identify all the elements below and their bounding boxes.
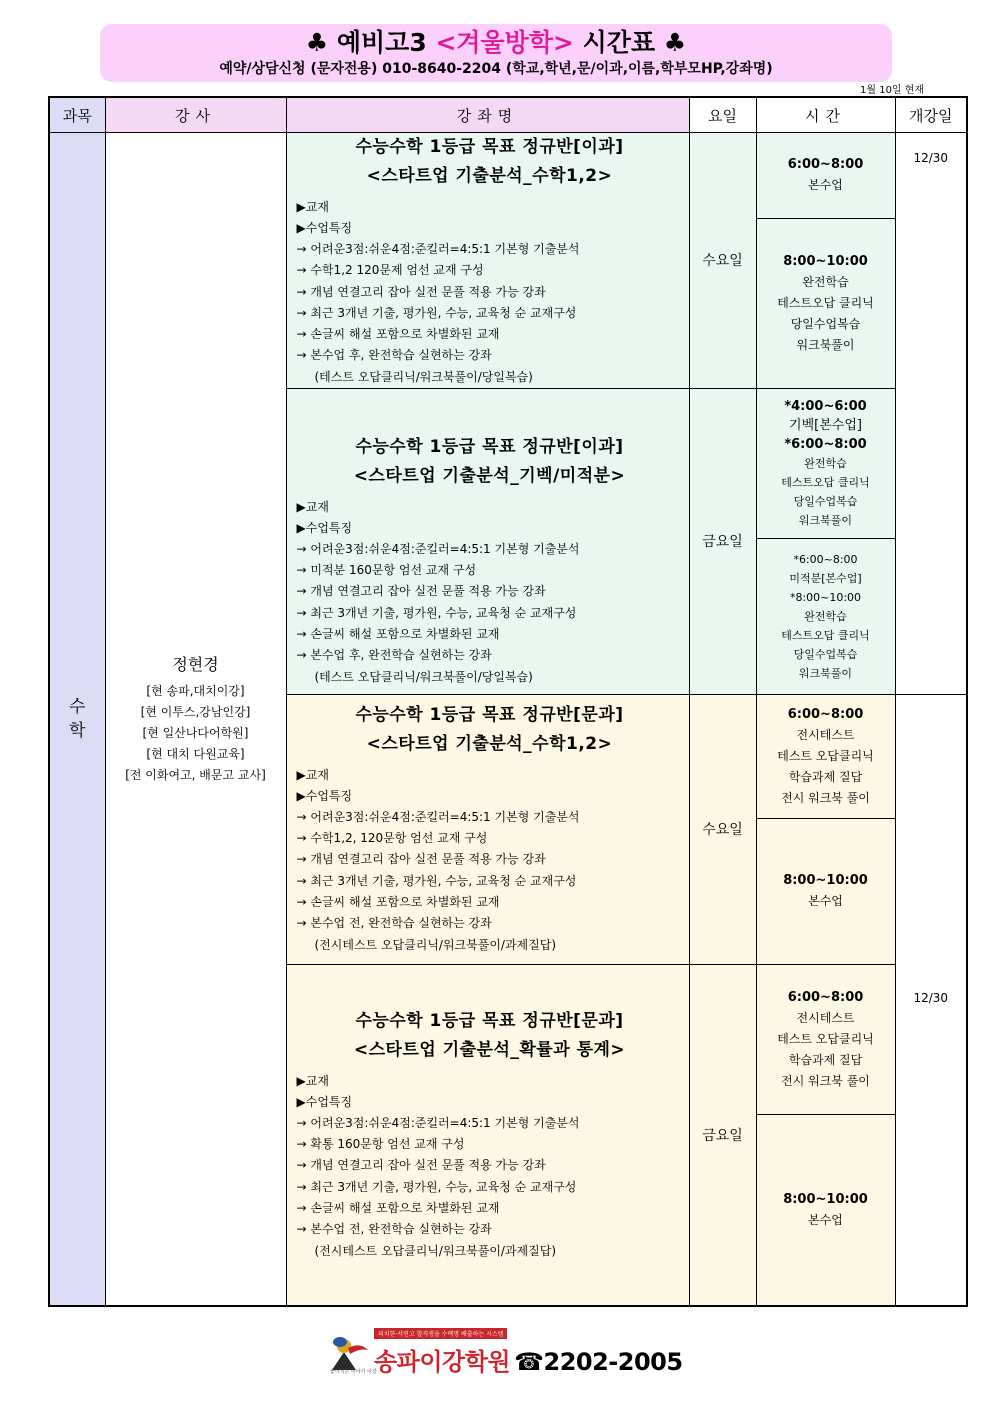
feature-item: → 수학1,2 120문제 엄선 교재 구성 [296,263,484,278]
feature-item: → 본수업 전, 완전학습 실현하는 강좌 [296,916,492,931]
feature-item: → 최근 3개년 기출, 평가원, 수능, 교육청 순 교재구성 [296,605,577,620]
slot-line: 테스트 오답클리닉 [777,748,874,763]
title-prefix: ♣ 예비고3 [305,28,436,57]
footer-tagline: 의치한·서연고 합격생을 수백명 배출하는 시스템 [374,1328,507,1339]
feature-note: (전시테스트 오답클리닉/워크북풀이/과제질답) [314,1243,557,1258]
subject-cell [49,133,105,1307]
slot-line: 학습과제 질답 [788,769,863,784]
contact-line: 예약/상담신청 (문자전용) 010-8640-2204 (학교,학년,문/이과,이름,학부모HP,강좌명) [219,61,773,77]
slot-line: 완전학습 [804,609,847,623]
feature-item: → 손글씨 해설 포함으로 차별화된 교재 [296,894,500,909]
slot-line: 워크북풀이 [798,666,853,680]
time-range: 8:00~10:00 [783,1192,868,1208]
time-slot [756,818,895,964]
col-time: 시간 [756,97,895,133]
slot-line: 전시 워크북 풀이 [781,790,870,805]
feature-item: → 본수업 후, 완전학습 실현하는 강좌 [296,348,492,363]
feature-item: → 최근 3개년 기출, 평가원, 수능, 교육청 순 교재구성 [296,305,577,320]
time-range: 8:00~10:00 [783,873,868,889]
page-title [100,26,892,60]
academy-label: 송파이강학원 [374,1348,511,1376]
career-item: [현 일산나다어학원] [142,726,249,741]
feature-item: → 최근 3개년 기출, 평가원, 수능, 교육청 순 교재구성 [296,1179,577,1194]
course-title: 수능수학 1등급 목표 정규반[문과] [355,704,624,725]
feature-item: → 손글씨 해설 포함으로 차별화된 교재 [296,626,500,641]
time-range: 6:00~8:00 [787,157,864,173]
time-slot [756,218,895,388]
feature-item: → 개념 연결고리 잡아 실전 문풀 적용 가능 강좌 [296,852,546,867]
feature-label: ▶수업특징 [296,788,353,803]
time-range: *6:00~8:00 [784,436,867,452]
feature-label: ▶수업특징 [296,1094,353,1109]
slot-line: 완전학습 [802,274,849,289]
slot-line: 테스트오답 클리닉 [781,475,870,489]
slot-line: 기벡[본수업] [789,417,862,433]
feature-note: (전시테스트 오답클리닉/워크북풀이/과제질답) [314,937,557,952]
time-range: 6:00~8:00 [787,706,864,722]
slot-line: 완전학습 [804,456,847,470]
title-suffix: 시간표 ♣ [573,28,687,57]
slot-line: 본수업 [808,1213,843,1228]
time-slot [756,964,895,1114]
time-slot [756,1114,895,1306]
slot-line: 테스트 오답클리닉 [777,1031,874,1046]
course-title: 수능수학 1등급 목표 정규반[이과] [355,436,624,457]
feature-item: → 어려운3점:쉬운4점:준킬러=4:5:1 기본형 기출분석 [296,1115,580,1130]
course-subtitle: <스타트업 기출분석_확률과 통계> [353,1039,626,1060]
feature-item: → 어려운3점:쉬운4점:준킬러=4:5:1 기본형 기출분석 [296,809,580,824]
teacher-career [106,681,286,786]
slot-line: 당일수업복습 [790,316,861,331]
feature-note: (테스트 오답클리닉/워크북풀이/당일복습) [314,369,533,384]
career-item: [현 송파,대치이강] [146,684,245,699]
time-range: 8:00~10:00 [783,253,868,269]
col-subject: 과목 [49,97,105,133]
course-subtitle: <스타트업 기출분석_수학1,2> [366,733,613,754]
course-cell [286,694,689,964]
slot-line: 당일수업복습 [793,647,858,661]
career-item: [전 이화여고, 배문고 교사] [125,768,266,783]
day-cell: 수요일 [689,694,756,964]
feature-note: (테스트 오답클리닉/워크북풀이/당일복습) [314,669,533,684]
time-range: *6:00~8:00 [793,552,858,566]
course-cell [286,133,689,389]
feature-item: → 개념 연결고리 잡아 실전 문풀 적용 가능 강좌 [296,1158,546,1173]
book-label: ▶교재 [296,1073,329,1088]
feature-item: → 미적분 160문항 엄선 교재 구성 [296,563,477,578]
time-range: *8:00~10:00 [789,590,862,604]
header-row [49,97,967,133]
slot-line: 학습과제 질답 [788,1052,863,1067]
slot-line: 본수업 [808,894,843,909]
time-slot [756,538,895,694]
feature-item: → 본수업 후, 완전학습 실현하는 강좌 [296,648,492,663]
career-item: [현 이투스,강남인강] [140,705,251,720]
day-cell: 수요일 [689,133,756,389]
feature-item: → 본수업 전, 완전학습 실현하는 강좌 [296,1222,492,1237]
slot-line: 전시테스트 [796,1010,855,1025]
course-cell [286,964,689,1306]
teacher-cell [105,133,286,1307]
feature-item: → 손글씨 해설 포함으로 차별화된 교재 [296,1200,500,1215]
teacher-name: 정현경 [172,655,219,675]
feature-item: → 손글씨 해설 포함으로 차별화된 교재 [296,327,500,342]
day-cell: 금요일 [689,388,756,694]
feature-label: ▶수업특징 [296,520,353,535]
career-item: [현 대치 다원교육] [146,747,245,762]
time-slot [756,694,895,818]
slot-line: 전시 워크북 풀이 [781,1073,870,1088]
time-slot [756,388,895,538]
slot-line: 본수업 [808,178,843,193]
time-slot [756,133,895,219]
title-banner [100,24,892,82]
slot-line: 워크북풀이 [798,513,853,527]
as-of-date: 1월 10일 현재 [860,85,925,96]
book-label: ▶교재 [296,499,329,514]
slot-line: 테스트오답 클리닉 [777,295,874,310]
col-teacher: 강사 [105,97,286,133]
feature-item: → 개념 연결고리 잡아 실전 문풀 적용 가능 강좌 [296,284,546,299]
course-cell [286,388,689,694]
slot-line: 당일수업복습 [793,494,858,508]
course-subtitle: <스타트업 기출분석_기벡/미적분> [353,465,626,486]
feature-item: → 확통 160문항 엄선 교재 구성 [296,1137,465,1152]
academy-name [374,1342,683,1377]
feature-label: ▶수업특징 [296,221,353,235]
day-cell: 금요일 [689,964,756,1306]
open-date: 12/30 [895,694,967,1306]
time-range: *4:00~6:00 [784,398,867,414]
slot-line: 전시테스트 [796,727,855,742]
col-day: 요일 [689,97,756,133]
feature-item: → 어려운3점:쉬운4점:준킬러=4:5:1 기본형 기출분석 [296,541,580,556]
col-open: 개강일 [895,97,967,133]
schedule-table [48,96,968,1307]
table-row [49,133,967,219]
open-date: 12/30 [895,133,967,695]
book-label: ▶교재 [296,200,329,214]
col-course: 강좌명 [286,97,689,133]
academy-phone: ☎2202-2005 [514,1348,683,1376]
feature-item: → 개념 연결고리 잡아 실전 문풀 적용 가능 강좌 [296,584,546,599]
logo-caption: 좋아지는 이야기 이강 [330,1369,377,1375]
slot-line: 미적분[본수업] [789,571,862,585]
title-accent: <겨울방학> [435,28,574,57]
footer-logo [330,1328,683,1378]
course-subtitle: <스타트업 기출분석_수학1,2> [366,166,613,186]
feature-item: → 어려운3점:쉬운4점:준킬러=4:5:1 기본형 기출분석 [296,242,580,256]
course-title: 수능수학 1등급 목표 정규반[이과] [355,137,624,157]
time-range: 6:00~8:00 [787,989,864,1005]
book-label: ▶교재 [296,767,329,782]
subject-label: 수학 [69,697,86,742]
slot-line: 워크북풀이 [796,337,855,352]
slot-line: 테스트오답 클리닉 [781,628,870,642]
course-title: 수능수학 1등급 목표 정규반[문과] [355,1010,624,1031]
feature-item: → 수학1,2, 120문항 엄선 교재 구성 [296,831,488,846]
academy-logo-icon [330,1332,372,1372]
feature-item: → 최근 3개년 기출, 평가원, 수능, 교육청 순 교재구성 [296,873,577,888]
